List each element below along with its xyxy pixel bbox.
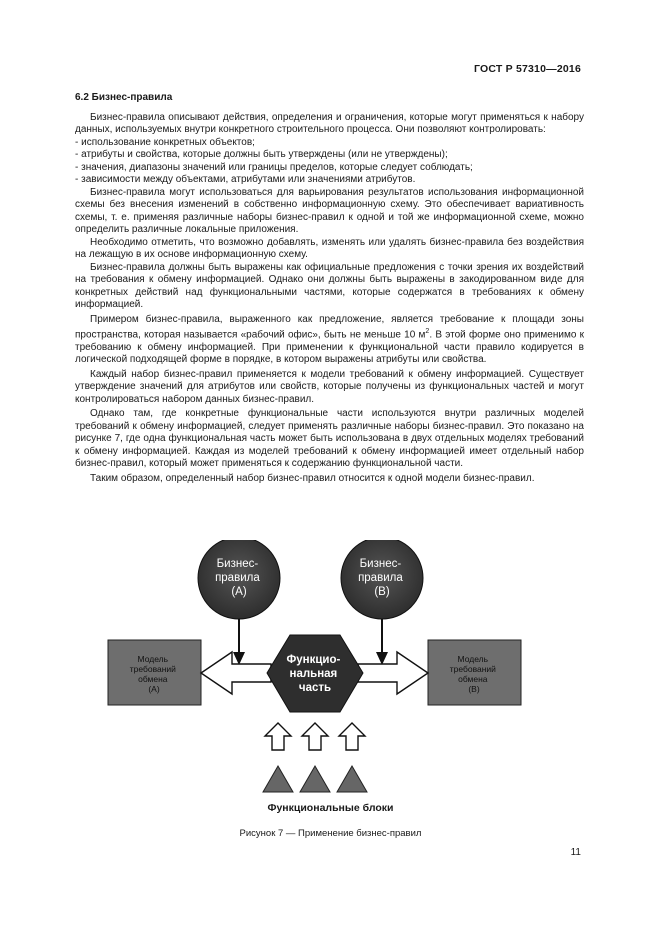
hollow-arrow-up-1 — [265, 723, 291, 750]
arrow-b-head — [376, 652, 388, 665]
figure-caption: Рисунок 7 — Применение бизнес-правил — [239, 828, 422, 839]
paragraph: Бизнес-правила описывают действия, определения и ограничения, которые могут применяться к набору данных, используемых внутри конкретного строительного процесса. Они позволяют контролировать: — [75, 111, 584, 135]
hollow-arrow-up-2 — [302, 723, 328, 750]
paragraph: Таким образом, определенный набор бизнес-правил относится к одной модели бизнес-правил. — [90, 472, 535, 484]
list-item: - зависимости между объектами, атрибутами или значениями атрибутов. — [75, 174, 416, 185]
functional-part-label: Функцио- нальная часть — [286, 654, 341, 694]
paragraph: Примером бизнес-правила, выраженного как предложение, является требование к площади зоны пространства, которая называется «рабочий офис», быть не меньше 10 $м^2$. В этой форме оно применимо к требованию к обмену информацией. При применении к функциональной части правило кодируется в логической подходящей форме в порядке, в котором выражены атрибуты или свойства. — [75, 313, 585, 366]
standard-header: ГОСТ Р 57310—2016 — [473, 63, 581, 75]
paragraph: Бизнес-правила должны быть выражены как официальные предложения с точки зрения их воздействий на требования к обмену информацией. Однако они должны быть выражены в закодированном виде для конкретных действий над функциональными частями, которые содержатся в требованиях к обмену информацией. — [75, 261, 584, 310]
section-title: 6.2 Бизнес-правила — [75, 92, 173, 103]
figure-business-rules — [0, 540, 661, 840]
business-rules-a-label: Бизнес- правила (А) — [215, 558, 260, 598]
arrow-a-head — [233, 652, 245, 665]
hollow-arrow-right — [358, 652, 428, 694]
list-item: - атрибуты и свойства, которые должны быть утверждены (или не утверждены); — [75, 149, 448, 160]
functional-block-1 — [263, 766, 293, 792]
page-number: 11 — [570, 847, 581, 858]
list-item: - использование конкретных объектов; — [75, 136, 255, 148]
business-rules-b-label: Бизнес- правила (В) — [358, 558, 403, 598]
paragraph: Бизнес-правила могут использоваться для варьирования результатов использования информационной схемы без внесения изменений в собственно информационную схему. Это обеспечивает вариативность схемы, т. е. применяя различные наборы бизнес-правил к одной и той же информационной схеме, можно определить различные локальные приложения. — [75, 186, 584, 235]
body-text — [75, 92, 584, 485]
diagram — [0, 540, 661, 830]
functional-block-2 — [300, 766, 330, 792]
functional-block-3 — [337, 766, 367, 792]
list-item: - значения, диапазоны значений или границы пределов, которые следует соблюдать; — [75, 161, 473, 173]
model-a-label: Модель требований обмена (А) — [129, 654, 176, 694]
model-b-label: Модель требований обмена (В) — [449, 654, 496, 694]
paragraph: Однако там, где конкретные функциональные части используются внутри различных моделей требований к обмену информацией, следует применять различные наборы бизнес-правил. Это показано на рисунке 7, где одна функциональная часть может быть использована в двух отдельных моделях требований к обмену информацией. Каждая из моделей требований к обмену информацией имеет отдельный набор бизнес-правил, который может применяться к содержанию функциональной части. — [75, 408, 584, 470]
paragraph: Каждый набор бизнес-правил применяется к модели требований к обмену информацией. Существует утверждение значений для атрибутов или свойств, которые получены из функциональных частей и могут контролироваться набором данных бизнес-правил. — [75, 368, 584, 405]
paragraph: Необходимо отметить, что возможно добавлять, изменять или удалять бизнес-правила без воздействия на лежащую в их основе информационную схему. — [75, 236, 584, 260]
hollow-arrow-up-3 — [339, 723, 365, 750]
functional-blocks-label: Функциональные блоки — [267, 802, 394, 814]
